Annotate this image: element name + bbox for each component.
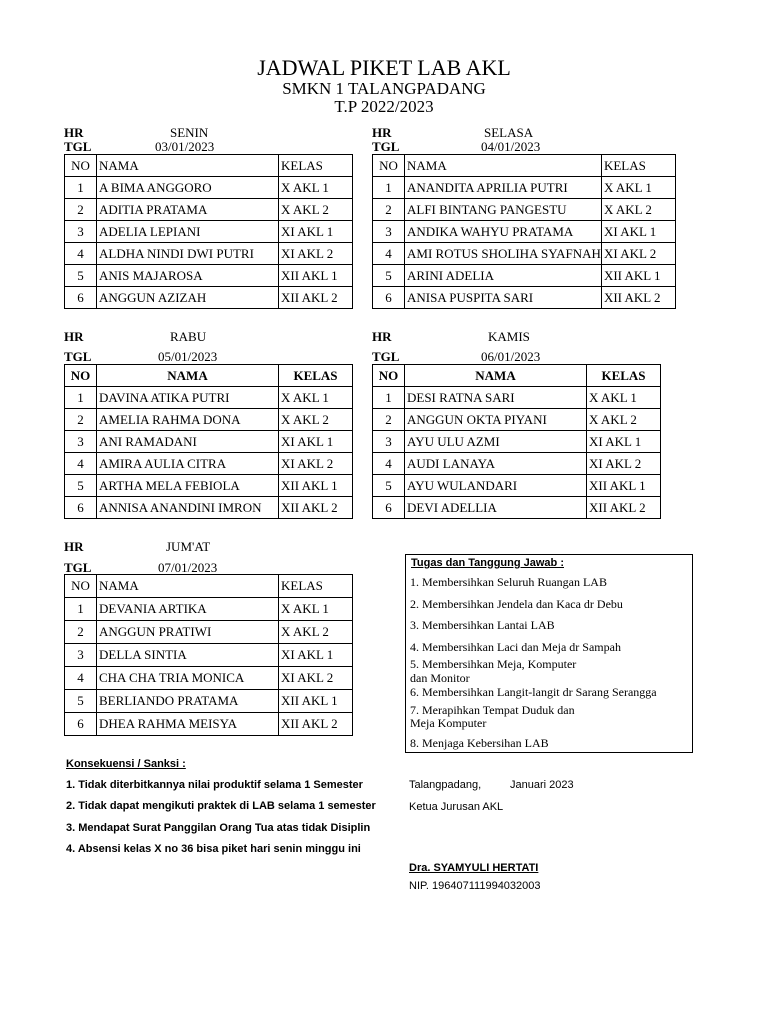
header-no: NO (373, 365, 405, 387)
sanksi-item: 1. Tidak diterbitkannya nilai produktif selama 1 Semester (66, 779, 363, 791)
header-no: NO (65, 575, 97, 598)
table-row (65, 409, 353, 431)
tugas-item: 5. Membersihkan Meja, Komputer (410, 657, 577, 671)
tugas-item: 1. Membersihkan Seluruh Ruangan LAB (410, 575, 607, 589)
header-nama: NAMA (405, 155, 602, 177)
cell-nama: ARTHA MELA FEBIOLA (97, 475, 279, 497)
table-row (373, 387, 661, 409)
sanksi-item: 3. Mendapat Surat Panggilan Orang Tua atas tidak Disiplin (66, 822, 371, 834)
cell-no: 4 (65, 667, 97, 690)
cell-nama: DEVI ADELLIA (405, 497, 587, 519)
cell-no: 4 (373, 453, 405, 475)
cell-kelas: XII AKL 1 (279, 265, 353, 287)
tugas-box (405, 554, 693, 753)
cell-no: 5 (373, 475, 405, 497)
cell-kelas: XI AKL 1 (279, 431, 353, 453)
cell-kelas: XII AKL 2 (587, 497, 661, 519)
table-row (65, 475, 353, 497)
cell-kelas: XII AKL 2 (279, 497, 353, 519)
table-row (373, 243, 676, 265)
tugas-item: 8. Menjaga Kebersihan LAB (410, 736, 549, 750)
cell-no: 4 (65, 453, 97, 475)
sanksi-title: Konsekuensi / Sanksi : (66, 758, 186, 770)
tgl-label: TGL (64, 139, 92, 154)
table-header-row (65, 575, 353, 598)
day-date: 05/01/2023 (158, 349, 218, 364)
day-name: SENIN (170, 125, 209, 140)
cell-nama: ANI RAMADANI (97, 431, 279, 453)
day-name: JUM'AT (166, 539, 211, 554)
table-row (373, 287, 676, 309)
cell-nama: AYU ULU AZMI (405, 431, 587, 453)
table-header-row (65, 365, 353, 387)
cell-no: 4 (373, 243, 405, 265)
cell-nama: ANDIKA WAHYU PRATAMA (405, 221, 602, 243)
header-no: NO (65, 365, 97, 387)
cell-no: 4 (65, 243, 97, 265)
tgl-label: TGL (64, 560, 92, 575)
cell-kelas: XII AKL 1 (279, 475, 353, 497)
tugas-item: 7. Merapihkan Tempat Duduk dan (410, 703, 575, 717)
table-row (65, 265, 353, 287)
cell-kelas: XI AKL 1 (601, 221, 675, 243)
header-kelas: KELAS (279, 575, 353, 598)
cell-no: 3 (65, 644, 97, 667)
cell-kelas: X AKL 2 (279, 409, 353, 431)
tugas-item: dan Monitor (410, 671, 470, 685)
cell-nama: ANANDITA APRILIA PUTRI (405, 177, 602, 199)
cell-no: 5 (65, 265, 97, 287)
sanksi-item: 2. Tidak dapat mengikuti praktek di LAB selama 1 semester (66, 800, 376, 812)
cell-kelas: X AKL 2 (279, 621, 353, 644)
table-row (65, 497, 353, 519)
cell-no: 2 (373, 409, 405, 431)
document-title: JADWAL PIKET LAB AKL (257, 55, 511, 80)
cell-nama: ADELIA LEPIANI (97, 221, 279, 243)
cell-nama: DELLA SINTIA (97, 644, 279, 667)
hr-label: HR (64, 539, 84, 554)
cell-kelas: XII AKL 2 (279, 287, 353, 309)
cell-nama: ANNISA ANANDINI IMRON (97, 497, 279, 519)
cell-no: 1 (65, 177, 97, 199)
table-row (65, 243, 353, 265)
table-row (373, 475, 661, 497)
table-row (65, 621, 353, 644)
cell-no: 6 (373, 287, 405, 309)
cell-kelas: XI AKL 2 (279, 453, 353, 475)
table-row (65, 431, 353, 453)
day-date: 06/01/2023 (481, 349, 541, 364)
cell-kelas: X AKL 1 (279, 598, 353, 621)
tugas-item: 2. Membersihkan Jendela dan Kaca dr Debu (410, 597, 623, 611)
table-header-row (373, 365, 661, 387)
schedule-table (372, 364, 661, 519)
cell-nama: BERLIANDO PRATAMA (97, 690, 279, 713)
cell-nama: ANISA PUSPITA SARI (405, 287, 602, 309)
cell-kelas: XI AKL 2 (279, 243, 353, 265)
header-no: NO (373, 155, 405, 177)
cell-nama: DAVINA ATIKA PUTRI (97, 387, 279, 409)
cell-nama: ANGGUN AZIZAH (97, 287, 279, 309)
cell-nama: ANIS MAJAROSA (97, 265, 279, 287)
table-row (65, 667, 353, 690)
cell-nama: ARINI ADELIA (405, 265, 602, 287)
cell-nama: ADITIA PRATAMA (97, 199, 279, 221)
header-no: NO (65, 155, 97, 177)
cell-kelas: XI AKL 2 (587, 453, 661, 475)
table-row (65, 713, 353, 736)
cell-kelas: XI AKL 2 (601, 243, 675, 265)
table-row (373, 431, 661, 453)
table-row (65, 387, 353, 409)
cell-nama: ANGGUN PRATIWI (97, 621, 279, 644)
signature-position: Ketua Jurusan AKL (409, 801, 504, 813)
cell-no: 6 (65, 287, 97, 309)
table-row (373, 409, 661, 431)
cell-nama: AYU WULANDARI (405, 475, 587, 497)
cell-no: 1 (373, 387, 405, 409)
day-name: KAMIS (488, 329, 530, 344)
cell-no: 2 (65, 199, 97, 221)
cell-nama: DESI RATNA SARI (405, 387, 587, 409)
day-name: SELASA (484, 125, 534, 140)
table-row (65, 690, 353, 713)
cell-no: 5 (65, 690, 97, 713)
tugas-item: 3. Membersihkan Lantai LAB (410, 618, 555, 632)
header-nama: NAMA (405, 365, 587, 387)
schedule-table (64, 364, 353, 519)
cell-kelas: XII AKL 1 (601, 265, 675, 287)
table-row (65, 453, 353, 475)
cell-no: 1 (373, 177, 405, 199)
cell-kelas: X AKL 1 (279, 177, 353, 199)
cell-no: 3 (373, 431, 405, 453)
table-row (373, 497, 661, 519)
cell-no: 6 (373, 497, 405, 519)
table-row (373, 199, 676, 221)
cell-kelas: X AKL 2 (279, 199, 353, 221)
signature-nip: NIP. 196407111994032003 (409, 880, 541, 892)
tugas-item: Meja Komputer (410, 716, 487, 730)
cell-nama: AUDI LANAYA (405, 453, 587, 475)
cell-kelas: X AKL 2 (587, 409, 661, 431)
cell-no: 5 (65, 475, 97, 497)
cell-nama: CHA CHA TRIA MONICA (97, 667, 279, 690)
cell-kelas: XI AKL 1 (587, 431, 661, 453)
cell-kelas: X AKL 1 (587, 387, 661, 409)
cell-no: 1 (65, 387, 97, 409)
cell-nama: AMI ROTUS SHOLIHA SYAFNAH (405, 243, 602, 265)
cell-kelas: X AKL 1 (601, 177, 675, 199)
cell-nama: AMIRA AULIA CITRA (97, 453, 279, 475)
cell-nama: A BIMA ANGGORO (97, 177, 279, 199)
tgl-label: TGL (64, 349, 92, 364)
hr-label: HR (64, 329, 84, 344)
table-row (65, 598, 353, 621)
cell-nama: AMELIA RAHMA DONA (97, 409, 279, 431)
table-row (373, 177, 676, 199)
table-row (65, 177, 353, 199)
day-date: 03/01/2023 (155, 139, 215, 154)
header-kelas: KELAS (587, 365, 661, 387)
cell-no: 2 (373, 199, 405, 221)
header-nama: NAMA (97, 365, 279, 387)
header-kelas: KELAS (601, 155, 675, 177)
cell-no: 5 (373, 265, 405, 287)
cell-kelas: XI AKL 1 (279, 644, 353, 667)
table-row (65, 199, 353, 221)
cell-nama: ALFI BINTANG PANGESTU (405, 199, 602, 221)
cell-no: 3 (65, 221, 97, 243)
schedule-table (372, 154, 676, 309)
table-header-row (65, 155, 353, 177)
cell-no: 2 (65, 409, 97, 431)
cell-nama: DEVANIA ARTIKA (97, 598, 279, 621)
day-date: 07/01/2023 (158, 560, 218, 575)
hr-label: HR (372, 125, 392, 140)
header-kelas: KELAS (279, 365, 353, 387)
cell-no: 3 (65, 431, 97, 453)
table-row (65, 287, 353, 309)
signature-month: Januari 2023 (510, 779, 574, 791)
school-year: T.P 2022/2023 (334, 97, 434, 116)
cell-kelas: X AKL 1 (279, 387, 353, 409)
cell-kelas: XII AKL 1 (279, 690, 353, 713)
cell-nama: DHEA RAHMA MEISYA (97, 713, 279, 736)
tugas-item: 6. Membersihkan Langit-langit dr Sarang Serangga (410, 685, 657, 699)
cell-no: 6 (65, 713, 97, 736)
cell-kelas: XII AKL 1 (587, 475, 661, 497)
table-row (373, 221, 676, 243)
header-nama: NAMA (97, 575, 279, 598)
cell-no: 3 (373, 221, 405, 243)
cell-nama: ANGGUN OKTA PIYANI (405, 409, 587, 431)
schedule-table (64, 574, 353, 736)
tugas-title: Tugas dan Tanggung Jawab : (411, 557, 564, 569)
tgl-label: TGL (372, 349, 400, 364)
table-header-row (373, 155, 676, 177)
cell-nama: ALDHA NINDI DWI PUTRI (97, 243, 279, 265)
sanksi-item: 4. Absensi kelas X no 36 bisa piket hari senin minggu ini (66, 843, 361, 855)
tgl-label: TGL (372, 139, 400, 154)
cell-no: 1 (65, 598, 97, 621)
table-row (65, 221, 353, 243)
day-name: RABU (170, 329, 207, 344)
cell-kelas: XI AKL 2 (279, 667, 353, 690)
signature-place: Talangpadang, (409, 779, 482, 791)
hr-label: HR (64, 125, 84, 140)
cell-kelas: X AKL 2 (601, 199, 675, 221)
signature-name: Dra. SYAMYULI HERTATI (409, 862, 539, 874)
header-kelas: KELAS (279, 155, 353, 177)
cell-no: 2 (65, 621, 97, 644)
cell-kelas: XI AKL 1 (279, 221, 353, 243)
tugas-item: 4. Membersihkan Laci dan Meja dr Sampah (410, 640, 621, 654)
cell-no: 6 (65, 497, 97, 519)
cell-kelas: XII AKL 2 (279, 713, 353, 736)
schedule-table (64, 154, 353, 309)
table-row (373, 453, 661, 475)
day-date: 04/01/2023 (481, 139, 541, 154)
school-name: SMKN 1 TALANGPADANG (282, 79, 486, 98)
hr-label: HR (372, 329, 392, 344)
table-row (373, 265, 676, 287)
header-nama: NAMA (97, 155, 279, 177)
cell-kelas: XII AKL 2 (601, 287, 675, 309)
table-row (65, 644, 353, 667)
